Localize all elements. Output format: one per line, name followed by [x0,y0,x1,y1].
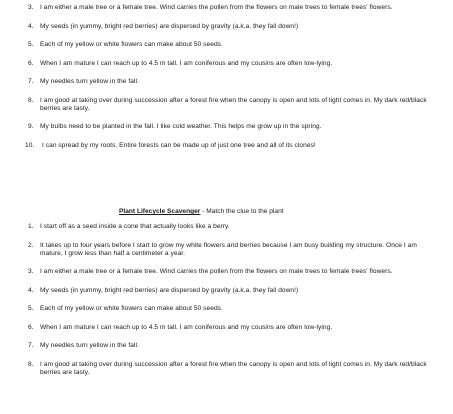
heading-subtitle: - Match the clue to the plant [200,208,284,215]
clue-item [30,78,435,86]
clue-text: My seeds (in yummy, bright red berries) are dispersed by gravity (a.k.a. they fall down!) [40,286,299,294]
clue-number: 7. [28,78,34,85]
clue-text: Each of my yellow or white flowers can make about 50 seeds. [40,41,223,48]
section-heading [119,208,284,216]
clue-number: 5. [28,305,34,312]
clue-text: Each of my yellow or white flowers can make about 50 seeds. [40,305,223,312]
clue-item [30,324,435,332]
clue-text: I can spread by my roots. Entire forests can be made up of just one tree and all of its clones! [42,141,316,149]
clue-text: I start off as a seed inside a cone that actually looks like a berry. [40,223,230,230]
clue-number: 7. [28,342,34,349]
clue-item [25,141,435,150]
clue-item [30,97,435,113]
clue-list-top [25,4,435,160]
clue-number: 9. [28,123,34,130]
clue-text: It takes up to four years before I start to grow my white flowers and berries because I am busy building my structure. Once I am mature, I grow less than half a centimeter a year. [40,241,417,257]
clue-number: 5. [28,41,34,48]
clue-text: I am good at taking over during succession after a forest fire when the canopy is open and lots of light comes in. My dark red/black berries are tasty. [40,360,427,376]
clue-item [30,4,435,12]
clue-text: When I am mature I can reach up to 4.5 m tall. I am coniferous and my cousins are often low-lying. [40,323,333,331]
clue-number: 2. [28,241,34,249]
clue-number: 8. [28,96,34,104]
clue-number: 3. [28,268,34,275]
clue-item [30,342,435,350]
clue-number: 6. [28,323,34,331]
clue-text: My bulbs need to be planted in the fall. I like cold weather. This helps me grow up in the spring. [40,123,322,130]
clue-text: I am either a male tree or a female tree. Wind carries the pollen from the flowers on male trees to female trees' flowers. [40,268,393,275]
clue-text: My seeds (in yummy, bright red berries) are dispersed by gravity (a.k.a. they fall down!) [40,22,299,30]
clue-text: When I am mature I can reach up to 4.5 m tall. I am coniferous and my cousins are often low-lying. [40,59,333,67]
clue-item [30,305,435,313]
clue-text: I am good at taking over during succession after a forest fire when the canopy is open and lots of light comes in. My dark red/black berries are tasty. [40,96,427,112]
clue-item [30,287,435,295]
clue-item [30,23,435,31]
clue-number: 6. [28,59,34,67]
clue-item [30,361,435,377]
clue-item [30,268,435,276]
heading-title: Plant Lifecycle Scavenger [119,208,201,215]
clue-number: 3. [28,4,34,11]
clue-item [30,123,435,131]
clue-item [30,41,435,49]
clue-text: I am either a male tree or a female tree. Wind carries the pollen from the flowers on male trees to female trees' flowers. [40,4,393,11]
clue-number: 1. [28,223,34,230]
clue-text: My needles turn yellow in the fall. [40,78,139,85]
clue-item [30,60,435,68]
clue-number: 8. [28,360,34,368]
clue-list-bottom [30,223,435,387]
clue-number: 4. [28,22,34,30]
clue-number: 10. [25,141,35,149]
clue-item [30,223,435,231]
clue-item [30,242,435,258]
clue-text: My needles turn yellow in the fall. [40,342,139,349]
clue-number: 4. [28,286,34,294]
